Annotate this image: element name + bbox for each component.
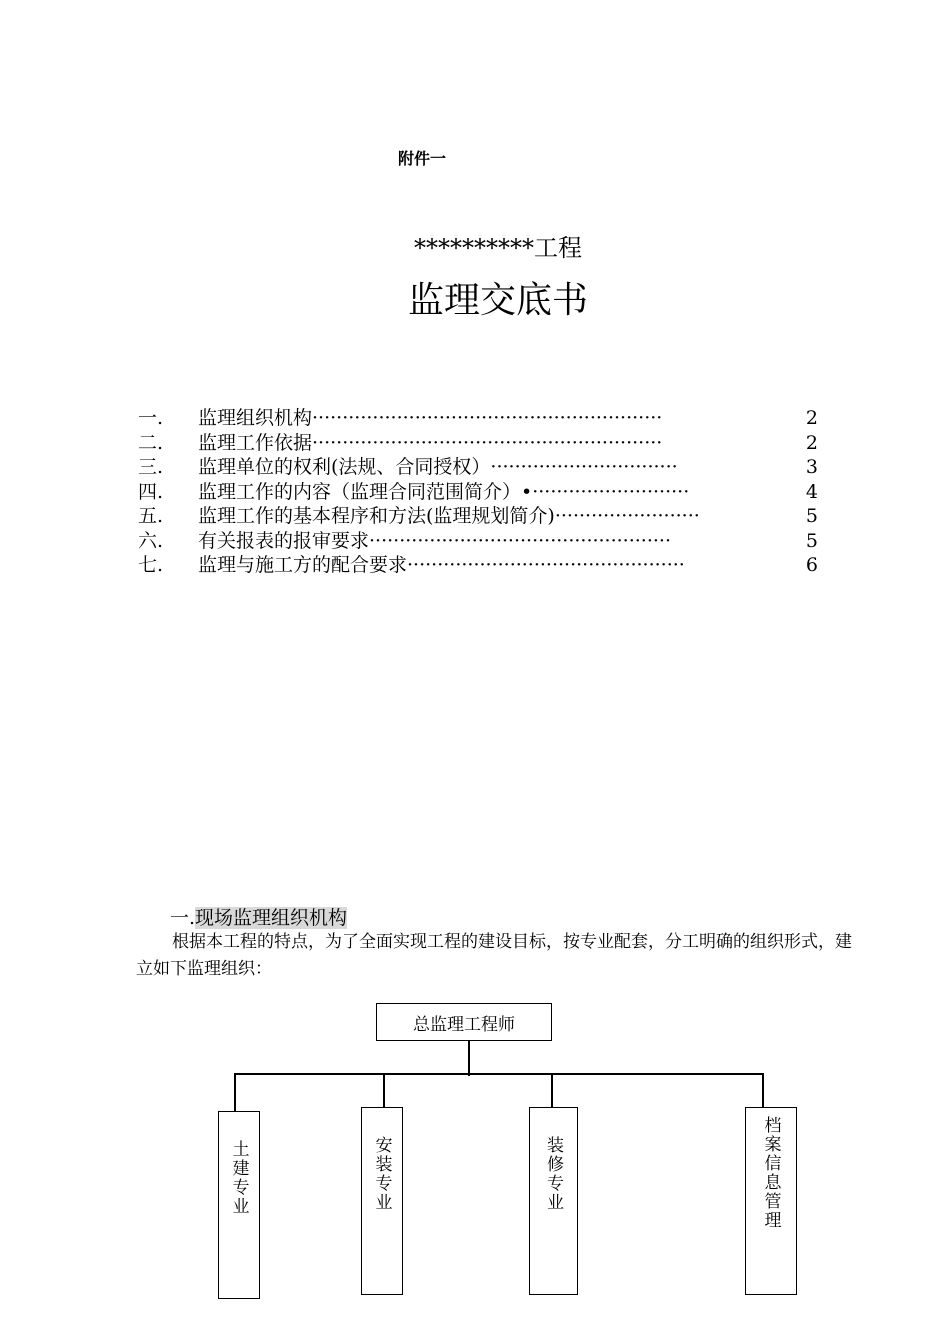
- toc-leader: ··················································: [369, 529, 671, 552]
- toc-entry[interactable]: [138, 455, 818, 480]
- toc-leader: ··············································: [407, 554, 685, 576]
- section-heading: [170, 903, 347, 930]
- connector-branch-3: [551, 1073, 553, 1108]
- toc-number: 六.: [138, 529, 164, 552]
- toc-number: 四.: [138, 480, 164, 503]
- section-number: 一.: [170, 907, 196, 929]
- section-title: 现场监理组织机构: [195, 907, 348, 929]
- toc-page: 5: [805, 529, 818, 552]
- toc-page: 2: [805, 407, 818, 429]
- toc-number: 一.: [138, 407, 164, 429]
- toc-page: 3: [805, 456, 818, 478]
- toc-entry[interactable]: [138, 553, 818, 578]
- toc-page: 5: [805, 505, 818, 527]
- org-chief-engineer-box: [376, 1003, 552, 1041]
- org-branch-label: 档案信息管理: [760, 1116, 781, 1230]
- toc-entry[interactable]: [138, 480, 818, 505]
- connector-branch-4: [762, 1073, 764, 1108]
- toc-entry[interactable]: [138, 431, 818, 456]
- toc-page: 4: [805, 480, 818, 503]
- table-of-contents: [138, 406, 818, 578]
- org-chief-engineer-label: 总监理工程师: [413, 1014, 515, 1035]
- connector-branch-2: [383, 1073, 385, 1108]
- toc-entry[interactable]: [138, 406, 818, 431]
- toc-number: 五.: [138, 505, 164, 527]
- toc-page: 6: [805, 554, 818, 576]
- org-branch-label: 土建专业: [228, 1140, 249, 1216]
- toc-text: 有关报表的报审要求: [198, 529, 370, 552]
- org-branch-box: [529, 1107, 578, 1295]
- org-branch-box: [218, 1111, 260, 1299]
- toc-leader: ··························: [532, 480, 690, 503]
- toc-text: 监理与施工方的配合要求: [198, 554, 408, 576]
- toc-page: 2: [805, 431, 818, 454]
- connector-horizontal: [234, 1073, 763, 1075]
- toc-text: 监理单位的权利(法规、合同授权）: [198, 456, 491, 478]
- toc-text: 监理工作的基本程序和方法(监理规划简介): [198, 505, 555, 527]
- org-branch-label: 安装专业: [371, 1136, 392, 1212]
- org-branch-label: 装修专业: [543, 1136, 563, 1212]
- toc-leader: ··························································: [312, 431, 663, 454]
- toc-entry[interactable]: [138, 529, 818, 554]
- connector-branch-1: [234, 1073, 236, 1112]
- toc-leader: ························: [554, 505, 700, 527]
- toc-number: 二.: [138, 431, 164, 454]
- toc-text: 监理工作的内容（监理合同范围简介）•: [198, 480, 533, 503]
- toc-number: 三.: [138, 456, 164, 478]
- toc-text: 监理组织机构: [198, 407, 313, 429]
- attachment-label: 附件一: [398, 149, 447, 168]
- org-branch-box: [361, 1107, 403, 1295]
- toc-leader: ··························································: [312, 407, 663, 429]
- connector-top-vertical: [468, 1041, 470, 1076]
- section-paragraph: 根据本工程的特点，为了全面实现工程的建设目标，按专业配套，分工明确的组织形式，建立如下监理组织：: [136, 932, 852, 979]
- org-branch-box: [745, 1107, 797, 1295]
- project-title: **********工程: [414, 234, 582, 262]
- toc-leader: ·······························: [490, 456, 678, 478]
- toc-number: 七.: [138, 554, 164, 576]
- toc-entry[interactable]: [138, 504, 818, 529]
- document-title: 监理交底书: [407, 280, 588, 321]
- toc-text: 监理工作依据: [198, 431, 313, 454]
